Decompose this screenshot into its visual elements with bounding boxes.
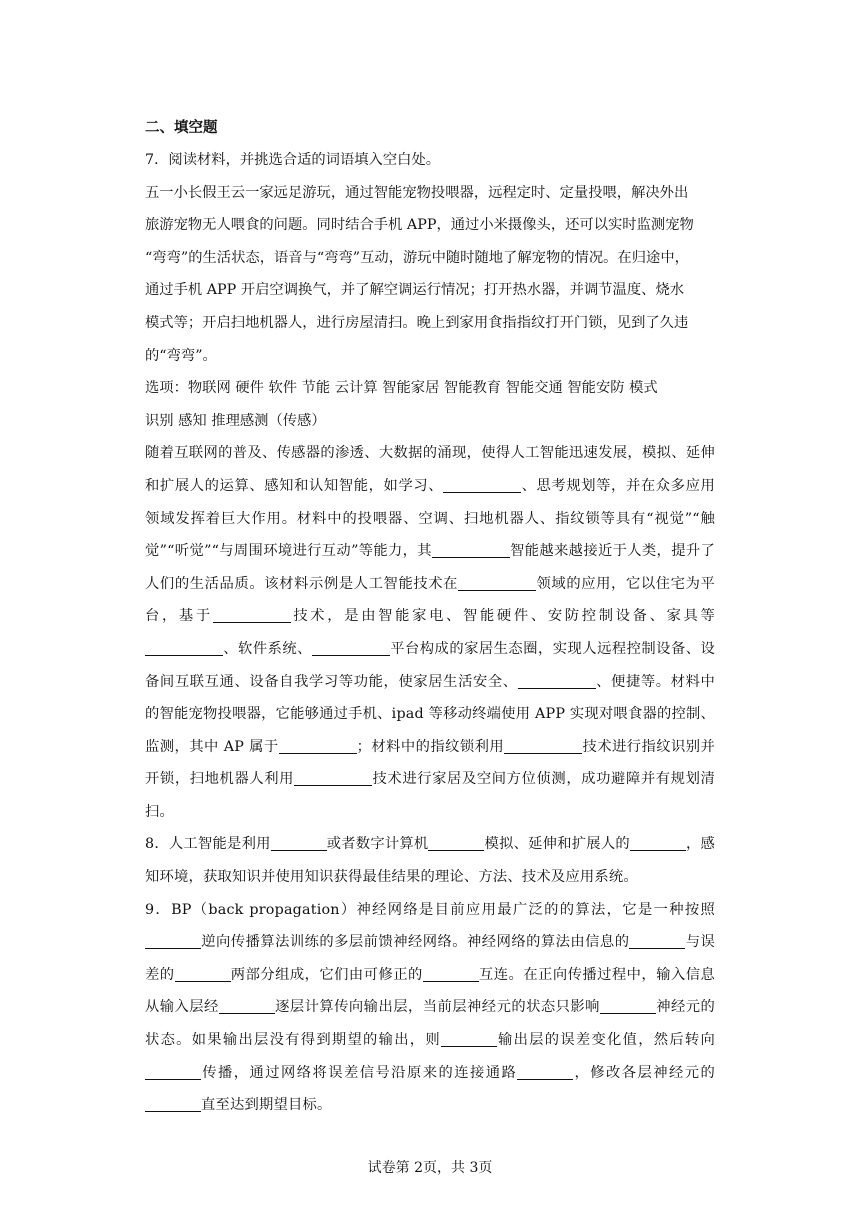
question-text: 互连。在正向传播过程中，输入信息从输入层经 — [145, 966, 715, 1016]
question-text: 直至达到期望目标。 — [201, 1097, 332, 1114]
answer-blank[interactable] — [517, 1064, 573, 1080]
material-line: 的“弯弯”。 — [145, 347, 217, 364]
options-line: 识别 感知 推理感测（传感） — [145, 412, 326, 429]
question-text: 逐层计算传向输出层，当前层神经元的状态只影响 — [274, 999, 600, 1016]
q7-options — [145, 372, 715, 437]
question-text: 8．人工智能是利用 — [145, 836, 271, 853]
answer-blank[interactable] — [219, 998, 275, 1014]
q9 — [145, 894, 715, 1122]
answer-blank[interactable] — [441, 1031, 497, 1047]
question-text: 9．BP（back propagation）神经网络是目前应用最广泛的的算法，它是一种按照 — [145, 901, 715, 918]
answer-blank[interactable] — [294, 770, 372, 786]
answer-blank[interactable] — [145, 1064, 201, 1080]
q8 — [145, 828, 715, 893]
question-text: 模拟、延伸和扩展人的 — [484, 836, 630, 853]
options-line: 选项：物联网 硬件 软件 节能 云计算 智能家居 智能教育 智能交通 智能安防 模式 — [145, 380, 658, 397]
passage-text: 领域的应用，它以住宅为平台，基于 — [145, 575, 715, 625]
question-text: 神经元的状态。如果输出层没有得到期望的输出，则 — [145, 999, 715, 1049]
section-title: 二、填空题 — [145, 120, 218, 136]
answer-blank[interactable] — [271, 835, 327, 851]
question-text: 与误差的 — [145, 934, 715, 983]
material-line: 五一小长假王云一家远足游玩，通过智能宠物投喂器，远程定时、定量投喂，解决外出 — [145, 184, 689, 201]
answer-blank[interactable] — [443, 477, 521, 493]
passage-text: ；材料中的指纹锁利用 — [356, 738, 505, 755]
question-text: ，修改各层神经元的 — [573, 1064, 715, 1081]
answer-blank[interactable] — [629, 933, 685, 949]
exam-page — [145, 112, 715, 1122]
answer-blank[interactable] — [504, 738, 582, 754]
answer-blank[interactable] — [630, 835, 686, 851]
q7-passage — [145, 437, 715, 828]
question-text: ，感知环境，获取知识并使用知识获得最佳结果的理论、方法、技术及应用系统。 — [145, 836, 716, 886]
passage-text: 智能越来越接近于人类，提升了人们的生活品质。该材料示例是人工智能技术在 — [145, 543, 715, 592]
answer-blank[interactable] — [432, 542, 510, 558]
question-text: 传播，通过网络将误差信号沿原来的连接通路 — [201, 1064, 518, 1081]
answer-blank[interactable] — [458, 575, 536, 591]
answer-blank[interactable] — [518, 673, 596, 689]
answer-blank[interactable] — [428, 835, 484, 851]
answer-blank[interactable] — [145, 933, 201, 949]
material-line: 通过手机 APP 开启空调换气，并了解空调运行情况；打开热水器，并调节温度、烧水 — [145, 282, 685, 299]
passage-text: 平台构成的家居生态圈，实现人远程控制设备、设备间互联互通、设备自我学习等功能，使家居生活安全、 — [145, 640, 715, 690]
question-text: 逆向传播算法训练的多层前馈神经网络。神经网络的算法由信息的 — [201, 934, 630, 951]
passage-text: 、便捷等。材料中的智能宠物投喂器，它能够通过手机、ipad 等移动终端使用 APP 实现对喂食器的控制、监测，其中 AP 属于 — [145, 673, 715, 755]
page-footer: 试卷第 2页，共 3页 — [367, 1160, 493, 1176]
answer-blank[interactable] — [175, 966, 231, 982]
question-text: 或者数字计算机 — [326, 836, 429, 853]
answer-blank[interactable] — [423, 966, 479, 982]
answer-blank[interactable] — [145, 640, 223, 656]
answer-blank[interactable] — [213, 607, 291, 623]
passage-text: 技术进行家居及空间方位侦测，成功避障并有规划清扫。 — [145, 771, 715, 820]
q7-stem: 7．阅读材料，并挑选合适的词语填入空白处。 — [145, 152, 441, 168]
passage-text: 技术，是由智能家电、智能硬件、安防控制设备、家具等 — [290, 608, 715, 625]
passage-text: 、思考规划等，并在众多应用领域发挥着巨大作用。材料中的投喂器、空调、扫地机器人、指纹锁等具有“视觉”“触觉”“听觉”“与周围环境进行互动”等能力，其 — [145, 477, 716, 560]
answer-blank[interactable] — [312, 640, 390, 656]
q7-material — [145, 177, 715, 373]
material-line: 模式等；开启扫地机器人，进行房屋清扫。晚上到家用食指指纹打开门锁，见到了久违 — [145, 314, 689, 331]
question-text: 两部分组成，它们由可修正的 — [230, 966, 423, 983]
material-line: 旅游宠物无人喂食的问题。同时结合手机 APP，通过小米摄像头，还可以实时监测宠物 — [145, 217, 694, 234]
answer-blank[interactable] — [279, 738, 357, 754]
passage-text: 、软件系统、 — [223, 640, 312, 657]
answer-blank[interactable] — [145, 1096, 201, 1112]
answer-blank[interactable] — [600, 998, 656, 1014]
question-text: 输出层的误差变化值，然后转向 — [496, 1032, 715, 1049]
passage-text: 随着互联网的普及、传感器的渗透、大数据的涌现，使得人工智能迅速发展，模拟、延伸和扩展人的运算、感知和认知智能，如学习、 — [145, 445, 715, 494]
passage-text: 技术进行指纹识别并开锁，扫地机器人利用 — [145, 738, 715, 788]
material-line: “弯弯”的生活状态，语音与“弯弯”互动，游玩中随时随地了解宠物的情况。在归途中， — [145, 249, 689, 266]
